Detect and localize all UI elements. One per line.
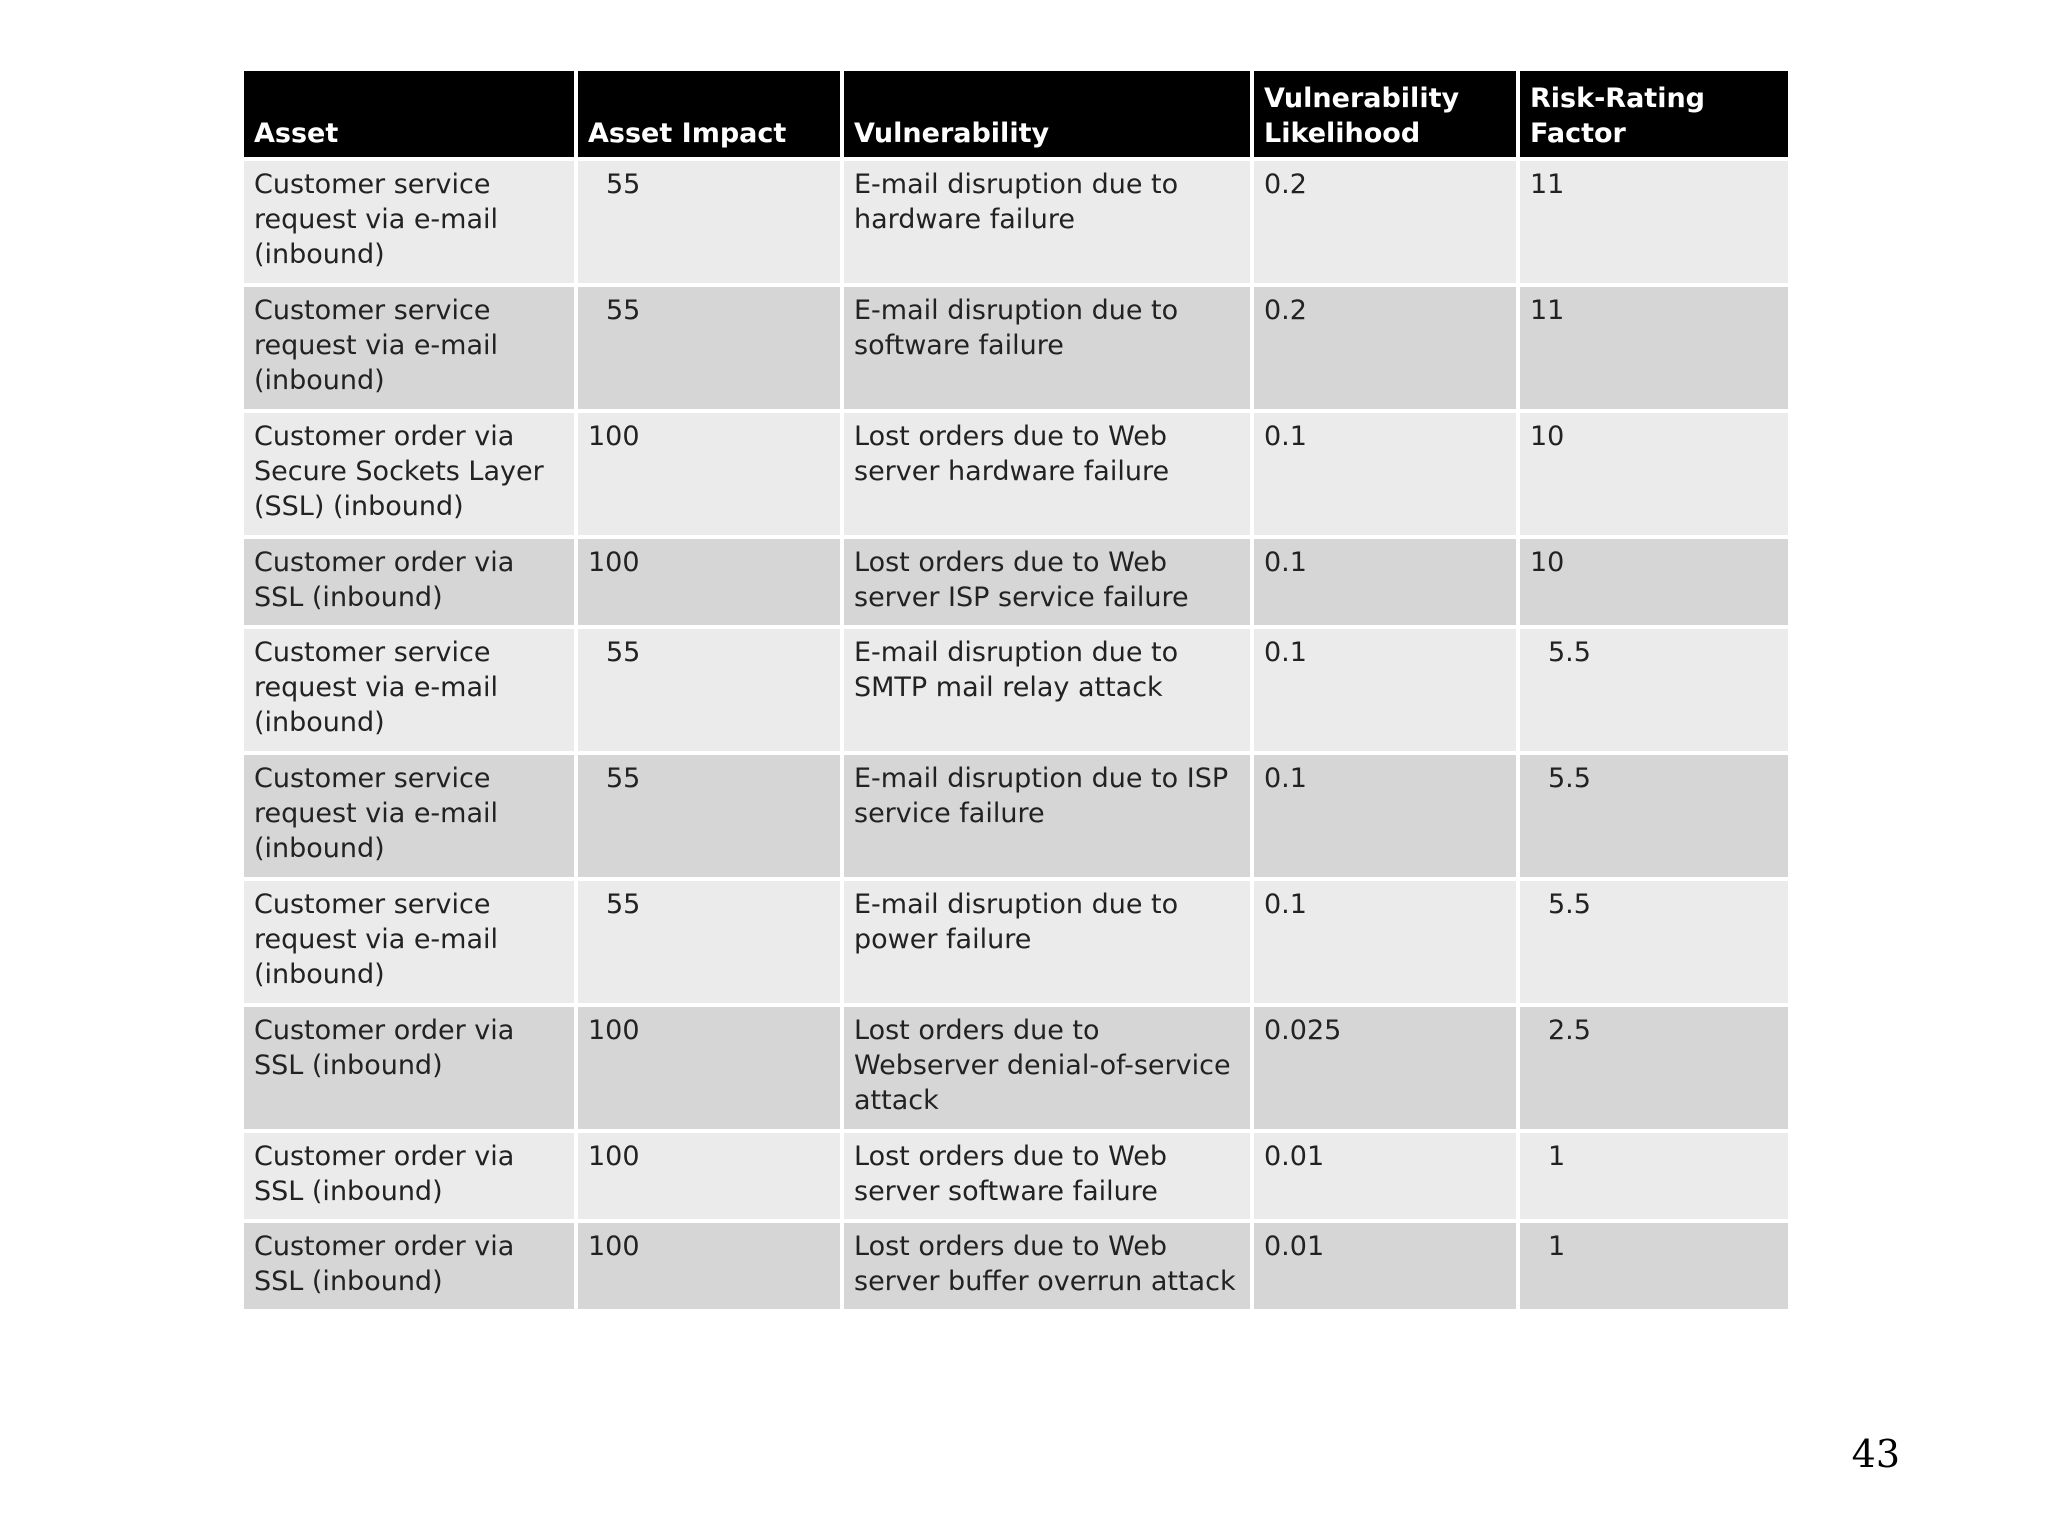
cell-vulnerability: E-mail disruption due to software failure [844, 287, 1250, 409]
cell-asset: Customer order via Secure Sockets Layer (SSL) (inbound) [244, 413, 574, 535]
cell-asset: Customer order via SSL (inbound) [244, 1133, 574, 1219]
cell-asset: Customer order via SSL (inbound) [244, 539, 574, 625]
cell-asset: Customer order via SSL (inbound) [244, 1223, 574, 1309]
header-vulnerability: Vulnerability [844, 71, 1250, 157]
cell-risk-rating: 5.5 [1520, 755, 1788, 877]
cell-likelihood: 0.1 [1254, 755, 1516, 877]
cell-asset-impact: 100 [578, 539, 840, 625]
cell-asset: Customer service request via e-mail (inbound) [244, 287, 574, 409]
header-asset: Asset [244, 71, 574, 157]
table-row [244, 1223, 1788, 1309]
table-row [244, 413, 1788, 535]
cell-risk-rating: 2.5 [1520, 1007, 1788, 1129]
risk-assessment-table [240, 67, 1792, 1313]
table-row [244, 629, 1788, 751]
cell-risk-rating: 10 [1520, 539, 1788, 625]
header-vulnerability-likelihood: Vulnerability Likelihood [1254, 71, 1516, 157]
cell-asset-impact: 55 [578, 287, 840, 409]
cell-risk-rating: 5.5 [1520, 881, 1788, 1003]
cell-asset: Customer service request via e-mail (inbound) [244, 629, 574, 751]
cell-likelihood: 0.2 [1254, 287, 1516, 409]
cell-likelihood: 0.1 [1254, 629, 1516, 751]
cell-risk-rating: 1 [1520, 1223, 1788, 1309]
cell-asset: Customer service request via e-mail (inbound) [244, 881, 574, 1003]
cell-vulnerability: Lost orders due to Web server hardware failure [844, 413, 1250, 535]
table-row [244, 539, 1788, 625]
cell-asset-impact: 55 [578, 881, 840, 1003]
table-row [244, 755, 1788, 877]
table-row [244, 287, 1788, 409]
cell-vulnerability: Lost orders due to Web server software failure [844, 1133, 1250, 1219]
cell-likelihood: 0.01 [1254, 1223, 1516, 1309]
table-row [244, 1133, 1788, 1219]
cell-vulnerability: E-mail disruption due to ISP service failure [844, 755, 1250, 877]
cell-asset-impact: 100 [578, 1223, 840, 1309]
cell-asset: Customer service request via e-mail (inbound) [244, 755, 574, 877]
cell-likelihood: 0.1 [1254, 539, 1516, 625]
cell-likelihood: 0.1 [1254, 413, 1516, 535]
page-number: 43 [1851, 1432, 1900, 1476]
cell-vulnerability: E-mail disruption due to hardware failure [844, 161, 1250, 283]
cell-likelihood: 0.025 [1254, 1007, 1516, 1129]
table-header-row [244, 71, 1788, 157]
cell-vulnerability: E-mail disruption due to power failure [844, 881, 1250, 1003]
cell-asset-impact: 100 [578, 1133, 840, 1219]
cell-likelihood: 0.01 [1254, 1133, 1516, 1219]
cell-asset-impact: 55 [578, 161, 840, 283]
cell-vulnerability: Lost orders due to Web server ISP service failure [844, 539, 1250, 625]
cell-risk-rating: 10 [1520, 413, 1788, 535]
table-row [244, 881, 1788, 1003]
table-row [244, 1007, 1788, 1129]
cell-risk-rating: 11 [1520, 161, 1788, 283]
cell-asset-impact: 100 [578, 413, 840, 535]
cell-risk-rating: 1 [1520, 1133, 1788, 1219]
cell-likelihood: 0.2 [1254, 161, 1516, 283]
table-row [244, 161, 1788, 283]
cell-vulnerability: Lost orders due to Webserver denial-of-service attack [844, 1007, 1250, 1129]
cell-risk-rating: 5.5 [1520, 629, 1788, 751]
header-risk-rating-factor: Risk-Rating Factor [1520, 71, 1788, 157]
cell-asset-impact: 55 [578, 755, 840, 877]
cell-asset-impact: 55 [578, 629, 840, 751]
cell-risk-rating: 11 [1520, 287, 1788, 409]
cell-asset: Customer order via SSL (inbound) [244, 1007, 574, 1129]
cell-likelihood: 0.1 [1254, 881, 1516, 1003]
cell-asset: Customer service request via e-mail (inbound) [244, 161, 574, 283]
cell-asset-impact: 100 [578, 1007, 840, 1129]
cell-vulnerability: E-mail disruption due to SMTP mail relay attack [844, 629, 1250, 751]
cell-vulnerability: Lost orders due to Web server buffer overrun attack [844, 1223, 1250, 1309]
header-asset-impact: Asset Impact [578, 71, 840, 157]
